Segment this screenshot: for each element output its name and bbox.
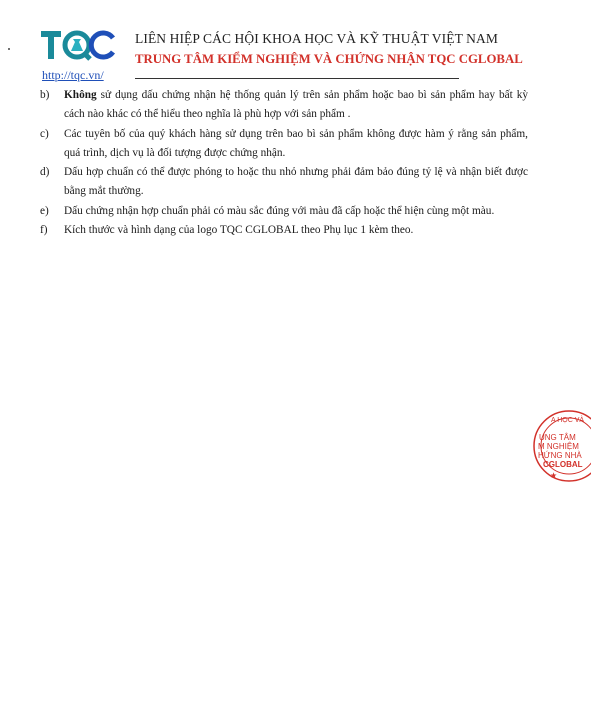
scan-speck	[8, 48, 10, 50]
list-item-text: Các tuyên bố của quý khách hàng sử dụng trên bao bì sản phẩm không được hàm ý rằng sản phẩm, quá trình, dịch vụ là đối tượng được chứng nhận.	[64, 127, 528, 159]
organization-parent: LIÊN HIỆP CÁC HỘI KHOA HỌC VÀ KỸ THUẬT VIỆT NAM	[135, 31, 498, 46]
list-item	[40, 86, 528, 125]
list-marker: c)	[40, 127, 49, 140]
stamp-arc-text: A HỌC VÀ	[551, 417, 585, 424]
stamp-star-icon: ★	[550, 471, 558, 480]
emphasis-text: Không	[64, 89, 97, 101]
list-item-text	[64, 86, 528, 125]
list-item-text: Kích thước và hình dạng của logo TQC CGLOBAL theo Phụ lục 1 kèm theo.	[64, 224, 414, 237]
list-item-text: Dấu hợp chuẩn có thể được phóng to hoặc thu nhỏ nhưng phải đảm bảo đúng tỷ lệ và nhận biết được bằng mắt thường.	[64, 166, 528, 198]
stamp-line-4: CGLOBAL	[543, 460, 583, 469]
tqc-logo	[40, 28, 116, 62]
item-body: sử dụng dấu chứng nhận hệ thống quản lý trên sản phẩm hoặc bao bì sản phẩm hay bất kỳ cách nào khác có thể hiểu theo nghĩa là phù hợp với sản phẩm .	[64, 89, 528, 121]
list-marker: d)	[40, 166, 50, 179]
list-item	[40, 202, 528, 221]
list-marker: b)	[40, 89, 50, 101]
list-marker: e)	[40, 204, 49, 217]
website-link[interactable]: http://tqc.vn/	[42, 68, 104, 82]
organization-name: TRUNG TÂM KIỂM NGHIỆM VÀ CHỨNG NHẬN TQC CGLOBAL	[135, 52, 523, 66]
official-stamp	[531, 408, 591, 484]
list-item	[40, 125, 528, 164]
list-item-text: Dấu chứng nhận hợp chuẩn phải có màu sắc đúng với màu đã cấp hoặc thể hiện cùng một màu.	[64, 204, 495, 217]
header-divider	[135, 78, 459, 79]
requirements-list	[40, 86, 528, 240]
stamp-line-1: UNG TÂM	[539, 433, 576, 442]
stamp-line-3: HỨNG NHÀ	[538, 451, 582, 460]
list-item	[40, 163, 528, 202]
stamp-line-2: M NGHIỆM	[538, 442, 579, 451]
list-marker: f)	[40, 224, 48, 237]
list-item	[40, 221, 528, 240]
